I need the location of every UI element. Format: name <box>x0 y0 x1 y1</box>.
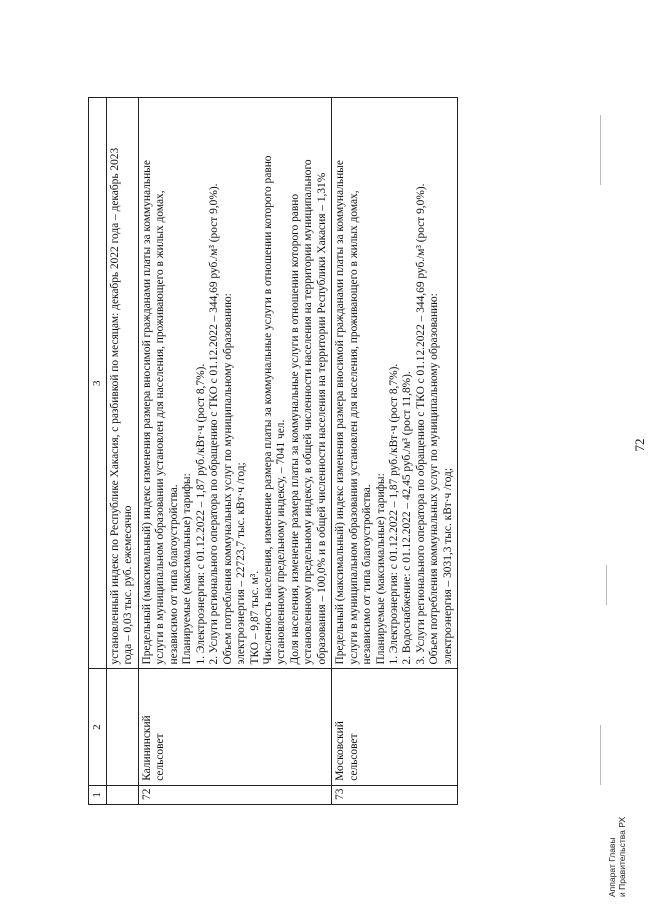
stamp-line-2: и Правительства РХ <box>616 816 627 897</box>
scan-artifact <box>600 115 601 185</box>
table-row <box>106 98 138 805</box>
description-line: Предельный (максимальный) индекс изменения размера вносимой гражданами платы за коммунальные <box>334 160 347 665</box>
municipality-name: Калининский сельсовет <box>138 669 331 785</box>
table-body <box>106 98 457 805</box>
description-cell <box>138 98 331 669</box>
description-line: независимо от типа благоустройства. <box>361 484 374 665</box>
page-number: 72 <box>632 438 647 452</box>
header-col-2: 2 <box>89 669 107 785</box>
stamp-line-1: Аппарат Главы <box>607 837 617 897</box>
description-line: 2. Услуги регионального оператора по обращению с ТКО с 01.12.2022 – 344,69 руб./м³ (рост 9,0%). <box>208 183 221 665</box>
description-line: электроэнергия – 22723,7 тыс. кВт·ч /год; <box>235 462 248 665</box>
municipality-name: Московский сельсовет <box>332 669 458 785</box>
document-table <box>88 97 458 805</box>
description-line: Планируемые (максимальные) тарифы: <box>374 473 387 665</box>
description-line: установленному предельному индексу, в общей численности населения на территории муниципального <box>302 159 315 665</box>
description-line: года – 0,03 тыс. руб. ежемесячно <box>122 505 135 665</box>
description-line: образования – 100,0% и в общей численности населения на территории Республики Хакасия – 1,31% <box>315 172 328 665</box>
table-row <box>138 98 331 805</box>
header-col-1: 1 <box>89 785 107 804</box>
description-line: независимо от типа благоустройства. <box>167 484 180 665</box>
description-line: 1. Электроэнергия: с 01.12.2022 – 1,87 руб./кВт·ч (рост 8,7%). <box>388 363 401 665</box>
description-line: Объем потребления коммунальных услуг по муниципальному образованию: <box>221 293 234 665</box>
description-line: установленный индекс по Республике Хакасия, с разбивкой по месяцам: декабрь 2022 года – декабрь 2023 <box>108 147 121 665</box>
header-col-3: 3 <box>89 98 107 669</box>
description-line: Объем потребления коммунальных услуг по муниципальному образованию: <box>428 293 441 665</box>
description-line: Численность населения, изменение размера платы за коммунальные услуги в отношении которого равно <box>261 155 274 665</box>
description-line: электроэнергия – 3031,3 тыс. кВт·ч /год; <box>441 467 454 665</box>
table-header-row <box>89 98 107 805</box>
description-line: Предельный (максимальный) индекс изменения размера вносимой гражданами платы за коммунальные <box>140 160 153 665</box>
description-line: установленному предельному индексу, – 7041 чел. <box>275 419 288 665</box>
description-cell <box>106 98 138 669</box>
description-line: 1. Электроэнергия: с 01.12.2022 – 1,87 руб./кВт·ч (рост 8,7%). <box>194 363 207 665</box>
stamp <box>608 817 628 897</box>
table-row <box>332 98 458 805</box>
description-line: Планируемые (максимальные) тарифы: <box>181 473 194 665</box>
row-number <box>106 785 138 804</box>
description-line: услуги в муниципальном образовании установлен для населения, проживающего в жилых домах, <box>154 190 167 665</box>
row-number: 72 <box>138 785 331 804</box>
scan-artifact <box>606 565 607 605</box>
description-line: Доля населения, изменение размера платы за коммунальные услуги в отношении которого равно <box>288 193 301 665</box>
description-line: ТКО – 9,87 тыс. м³. <box>248 570 261 665</box>
description-line: 3. Услуги регионального оператора по обращению с ТКО с 01.12.2022 – 344,69 руб./м³ (рост 9,0%). <box>414 183 427 665</box>
description-cell <box>332 98 458 669</box>
description-line: 2. Водоснабжение: с 01.12.2022 – 42,45 руб./м³ (рост 11,8%). <box>401 371 414 665</box>
row-number: 73 <box>332 785 458 804</box>
municipality-name <box>106 669 138 785</box>
description-line: услуги в муниципальном образовании установлен для населения, проживающего в жилых домах, <box>347 190 360 665</box>
scan-artifact <box>600 725 601 785</box>
